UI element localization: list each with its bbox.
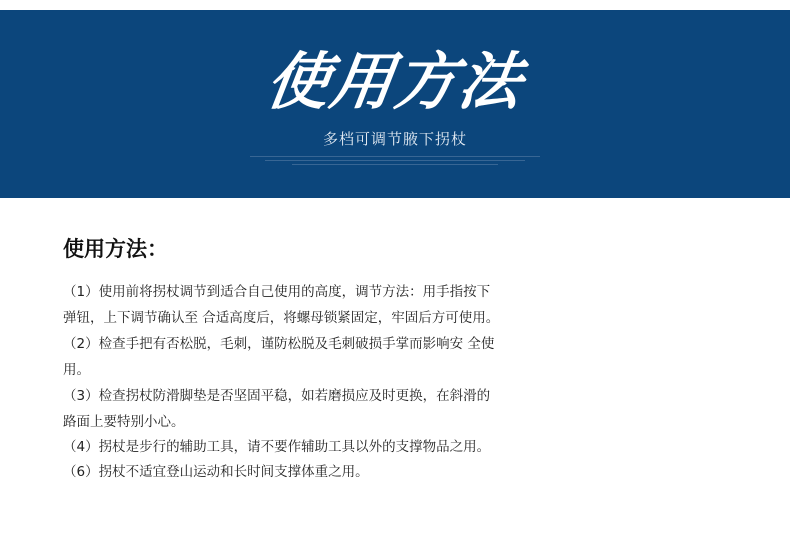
step-3-line-1: （3）检查拐杖防滑脚垫是否坚固平稳，如若磨损应及时更换，在斜滑的 bbox=[63, 388, 491, 404]
step-1-line-2: 弹钮，上下调节确认至 合适高度后，将螺母锁紧固定，牢固后方可使用。 bbox=[63, 310, 500, 326]
banner-title: 使用方法 bbox=[261, 45, 529, 118]
section-heading: 使用方法： bbox=[63, 237, 168, 261]
step-1-line-1: （1）使用前将拐杖调节到适合自己使用的高度，调节方法：用手指按下 bbox=[63, 284, 491, 300]
step-2-line-1: （2）检查手把有否松脱，毛刺，谨防松脱及毛刺破损手掌而影响安 全使 bbox=[63, 336, 495, 352]
step-2-line-2: 用。 bbox=[63, 362, 90, 378]
banner-subtitle: 多档可调节腋下拐杖 bbox=[322, 130, 467, 148]
banner-decorative-line bbox=[265, 160, 525, 161]
step-4-line-1: （4）拐杖是步行的辅助工具，请不要作辅助工具以外的支撑物品之用。 bbox=[63, 439, 491, 455]
step-6-line-1: （6）拐杖不适宜登山运动和长时间支撑体重之用。 bbox=[63, 464, 369, 480]
step-3-line-2: 路面上要特别小心。 bbox=[63, 414, 185, 430]
header-banner bbox=[0, 10, 790, 198]
banner-decorative-line bbox=[292, 164, 498, 165]
banner-decorative-line bbox=[250, 156, 540, 157]
